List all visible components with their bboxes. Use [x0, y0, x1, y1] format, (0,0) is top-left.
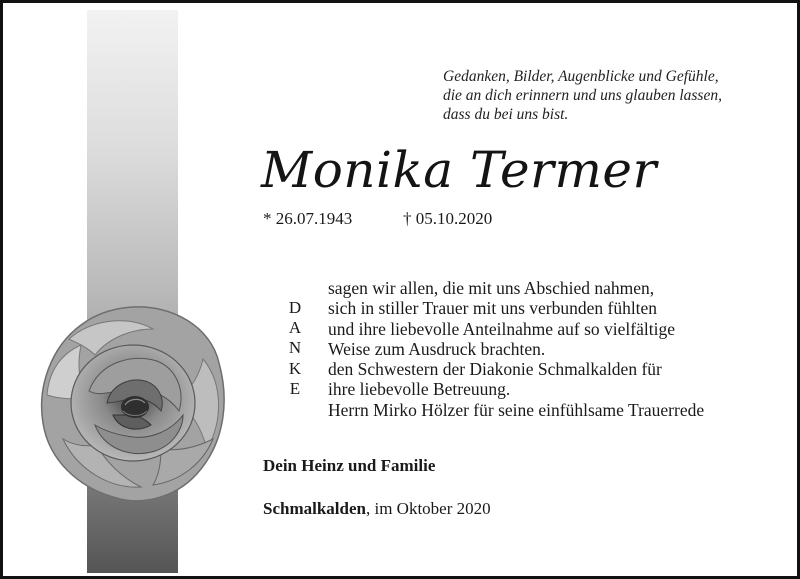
rose-image [33, 299, 233, 509]
thanks-line: sich in stiller Trauer mit uns verbunden fühlten [328, 298, 658, 319]
danke-vertical [285, 298, 305, 399]
quote-line: die an dich erinnern und uns glauben lassen, [443, 87, 722, 104]
place-city: Schmalkalden [263, 499, 366, 518]
deceased-name: Monika Termer [261, 141, 657, 199]
quote-line: Gedanken, Bilder, Augenblicke und Gefühle, [443, 68, 719, 85]
place-date: , im Oktober 2020 [365, 499, 491, 518]
thanks-line: ihre liebevolle Betreuung. [328, 379, 511, 400]
danke-letter: A [288, 318, 302, 338]
thanks-text [328, 278, 704, 420]
thanks-line: Herrn Mirko Hölzer für seine einfühlsame Trauerrede [328, 399, 705, 420]
memorial-quote [443, 67, 783, 124]
danke-letter: N [288, 338, 302, 358]
death-date: † 05.10.2020 [403, 209, 493, 228]
danke-letter: E [289, 378, 301, 398]
danke-letter: D [288, 298, 302, 317]
quote-line: dass du bei uns bist. [443, 106, 569, 123]
danke-letter: K [288, 358, 302, 378]
thanks-line: sagen wir allen, die mit uns Abschied nahmen, [328, 278, 655, 298]
family-signature: Dein Heinz und Familie [263, 456, 436, 475]
thanks-line: und ihre liebevolle Anteilnahme auf so vielfältige [328, 318, 675, 339]
thanks-line: den Schwestern der Diakonie Schmalkalden für [328, 359, 662, 380]
birth-date: * 26.07.1943 [263, 209, 353, 228]
place-and-date [263, 499, 491, 519]
thanks-line: Weise zum Ausdruck brachten. [328, 338, 546, 359]
